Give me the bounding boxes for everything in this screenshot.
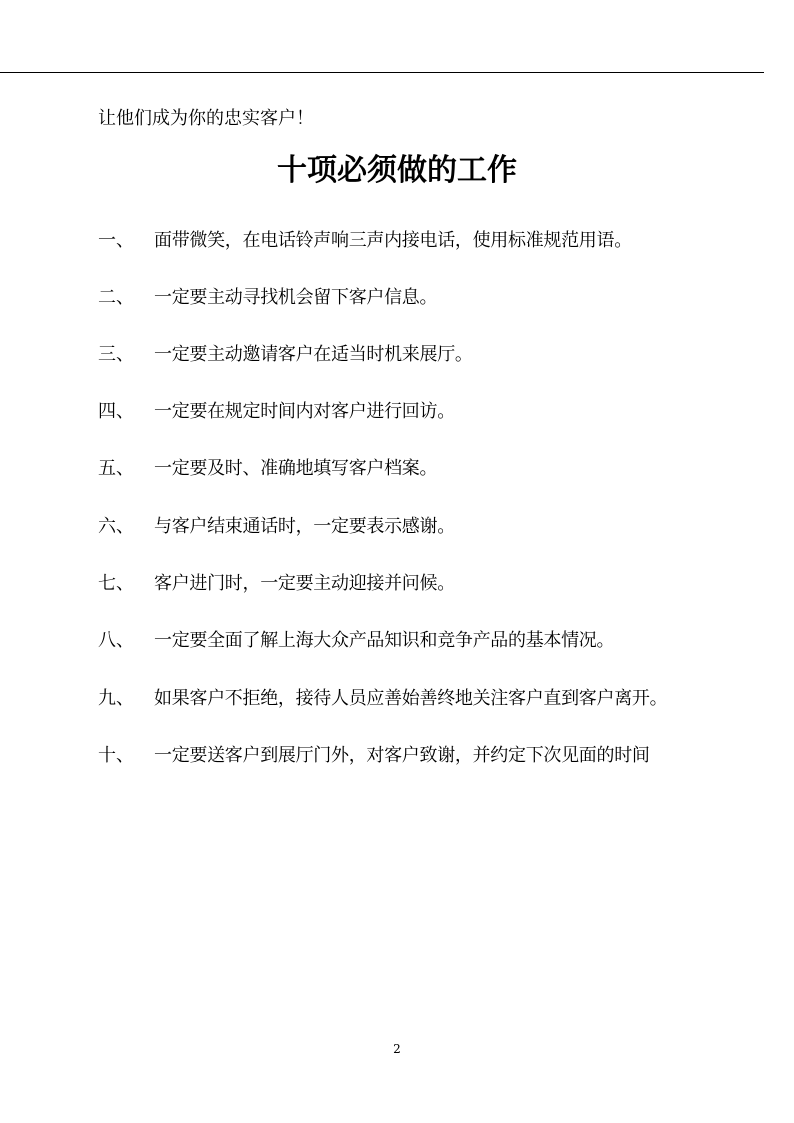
item-text: 一定要全面了解上海大众产品知识和竞争产品的基本情况。	[154, 630, 615, 651]
list-item	[0, 399, 794, 425]
item-number: 五、	[98, 458, 134, 479]
list-item	[0, 285, 794, 311]
item-text: 一定要主动寻找机会留下客户信息。	[154, 287, 438, 308]
list-item	[0, 514, 794, 540]
list-item	[0, 342, 794, 368]
item-number: 四、	[98, 401, 134, 422]
item-text: 一定要及时、准确地填写客户档案。	[154, 458, 438, 479]
item-number: 二、	[98, 287, 134, 308]
item-number: 七、	[98, 573, 134, 594]
list-item	[0, 686, 794, 712]
item-number: 九、	[98, 688, 134, 709]
list-item	[0, 571, 794, 597]
list-item	[0, 743, 794, 769]
intro-line: 让他们成为你的忠实客户！	[98, 108, 314, 129]
item-text: 与客户结束通话时，一定要表示感谢。	[154, 516, 455, 537]
item-text: 面带微笑，在电话铃声响三声内接电话，使用标准规范用语。	[154, 230, 632, 251]
item-number: 一、	[98, 230, 134, 251]
list-item	[0, 456, 794, 482]
item-number: 三、	[98, 344, 134, 365]
item-number: 十、	[98, 745, 134, 766]
page-title: 十项必须做的工作	[277, 153, 517, 188]
item-text: 一定要在规定时间内对客户进行回访。	[154, 401, 455, 422]
item-text: 一定要主动邀请客户在适当时机来展厅。	[154, 344, 473, 365]
item-text: 如果客户不拒绝，接待人员应善始善终地关注客户直到客户离开。	[154, 688, 668, 709]
item-text: 一定要送客户到展厅门外，对客户致谢，并约定下次见面的时间	[154, 745, 650, 766]
item-number: 八、	[98, 630, 134, 651]
list-item	[0, 228, 794, 254]
item-number: 六、	[98, 516, 134, 537]
page-number: 2	[393, 1042, 401, 1056]
list-item	[0, 628, 794, 654]
item-text: 客户进门时，一定要主动迎接并问候。	[154, 573, 455, 594]
header-rule	[0, 72, 764, 73]
